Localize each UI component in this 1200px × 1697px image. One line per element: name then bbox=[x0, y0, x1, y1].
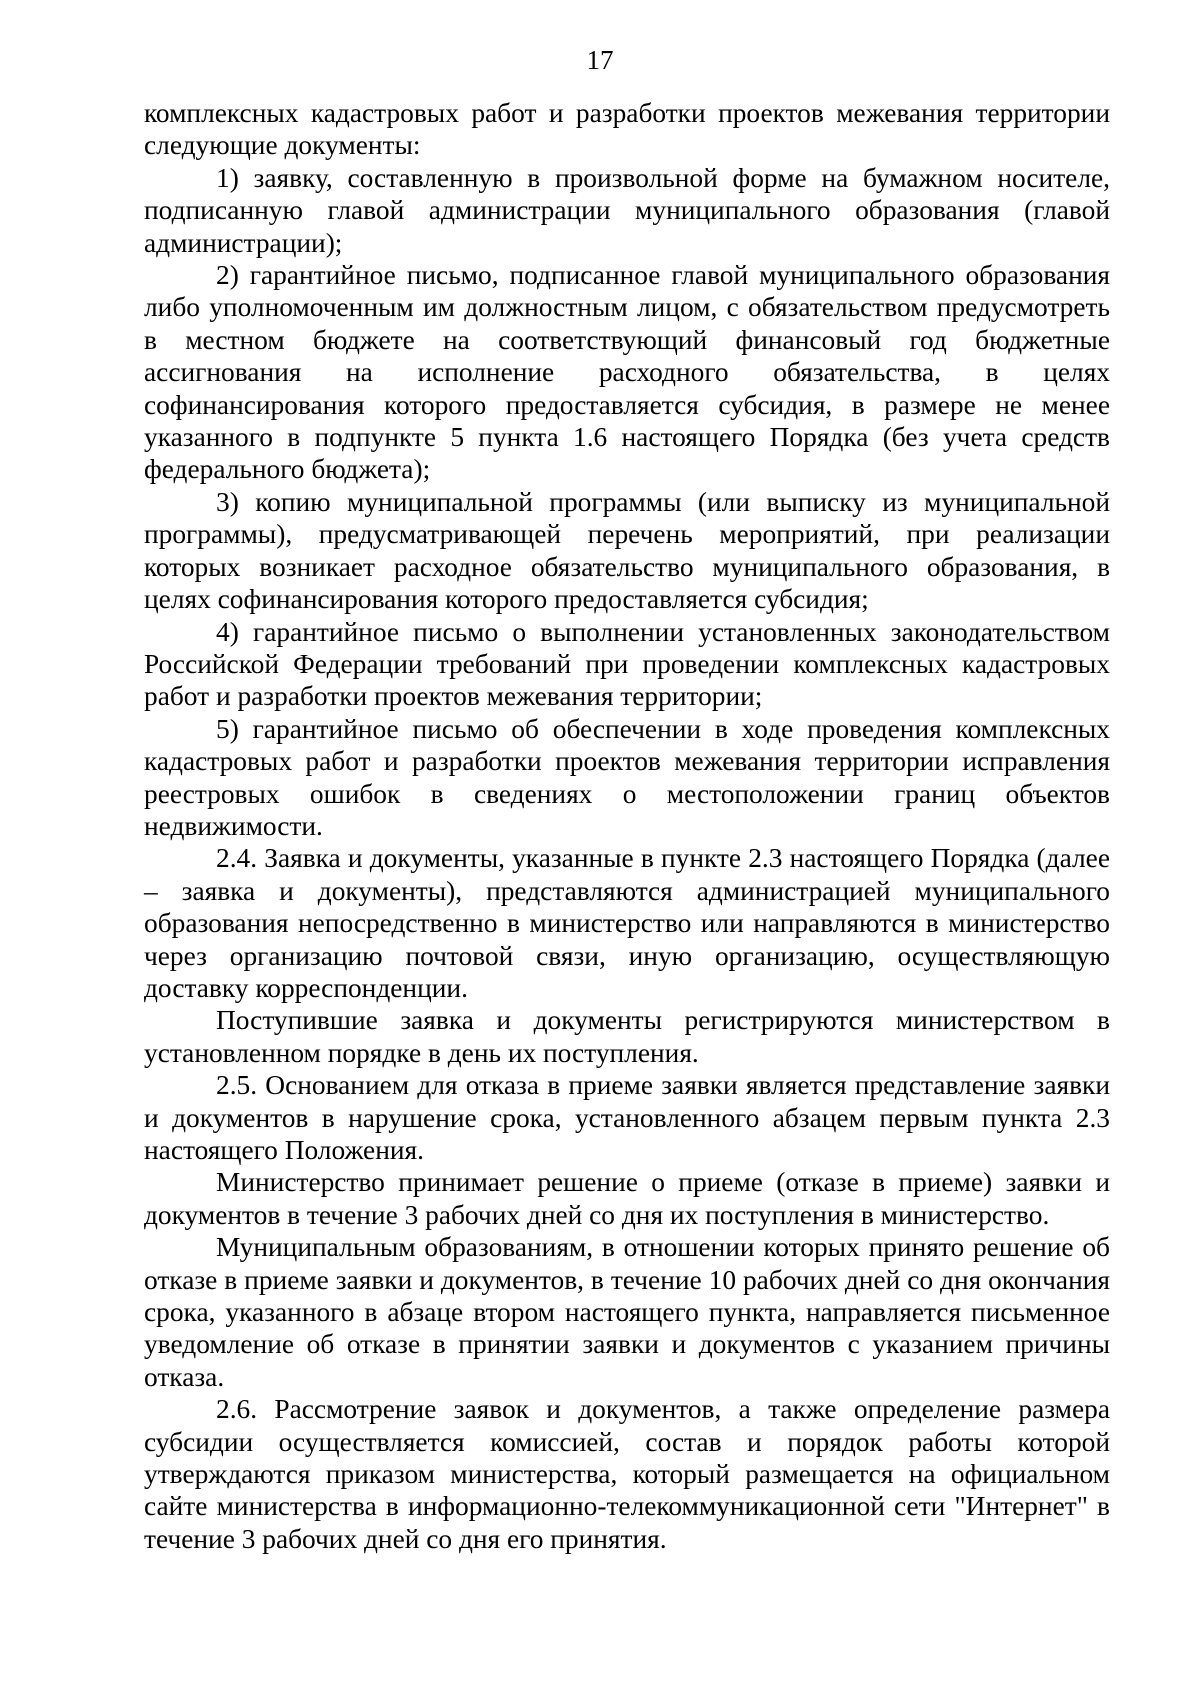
paragraph: 5) гарантийное письмо об обеспечении в ходе проведения комплексных кадастровых работ и разработки проектов межевания территории исправления реестровых ошибок в сведениях о местоположении границ объектов недвижимости. bbox=[144, 713, 1110, 841]
document-body bbox=[144, 97, 1110, 1555]
paragraph: Муниципальным образованиям, в отношении которых принято решение об отказе в приеме заявки и документов, в течение 10 рабочих дней со дня окончания срока, указанного в абзаце втором настоящего пункта, направляется письменное уведомление об отказе в принятии заявки и документов с указанием причины отказа. bbox=[144, 1232, 1110, 1392]
paragraph: комплексных кадастровых работ и разработки проектов межевания территории следующие документы: bbox=[144, 98, 1110, 161]
paragraph: Поступившие заявка и документы регистрируются министерством в установленном порядке в день их поступления. bbox=[144, 1005, 1110, 1068]
page-number: 17 bbox=[586, 45, 614, 75]
paragraph: 2.6. Рассмотрение заявок и документов, а также определение размера субсидии осуществляется комиссией, состав и порядок работы которой утверждаются приказом министерства, который размещается на официальном сайте министерства в информационно-телекоммуникационной сети "Интернет" в течение 3 рабочих дней со дня его принятия. bbox=[144, 1394, 1110, 1554]
paragraph: 2.4. Заявка и документы, указанные в пункте 2.3 настоящего Порядка (далее – заявка и документы), представляются администрацией муниципального образования непосредственно в министерство или направляются в министерство через организацию почтовой связи, иную организацию, осуществляющую доставку корреспонденции. bbox=[144, 843, 1110, 1003]
paragraph: Министерство принимает решение о приеме (отказе в приеме) заявки и документов в течение 3 рабочих дней со дня их поступления в министерство. bbox=[144, 1167, 1110, 1230]
paragraph: 4) гарантийное письмо о выполнении установленных законодательством Российской Федерации требований при проведении комплексных кадастровых работ и разработки проектов межевания территории; bbox=[144, 616, 1110, 712]
paragraph: 3) копию муниципальной программы (или выписку из муниципальной программы), предусматривающей перечень мероприятий, при реализации которых возникает расходное обязательство муниципального образования, в целях софинансирования которого предоставляется субсидия; bbox=[144, 486, 1110, 615]
paragraph: 2.5. Основанием для отказа в приеме заявки является представление заявки и документов в нарушение срока, установленного абзацем первым пункта 2.3 настоящего Положения. bbox=[144, 1070, 1110, 1165]
paragraph: 2) гарантийное письмо, подписанное главой муниципального образования либо уполномоченным им должностным лицом, с обязательством предусмотреть в местном бюджете на соответствующий финансовый год бюджетные ассигнования на исполнение расходного обязательства, в целях софинансирования которого предоставляется субсидия, в размере не менее указанного в подпункте 5 пункта 1.6 настоящего Порядка (без учета средств федерального бюджета); bbox=[144, 260, 1110, 485]
paragraph: 1) заявку, составленную в произвольной форме на бумажном носителе, подписанную главой администрации муниципального образования (главой администрации); bbox=[144, 162, 1110, 258]
